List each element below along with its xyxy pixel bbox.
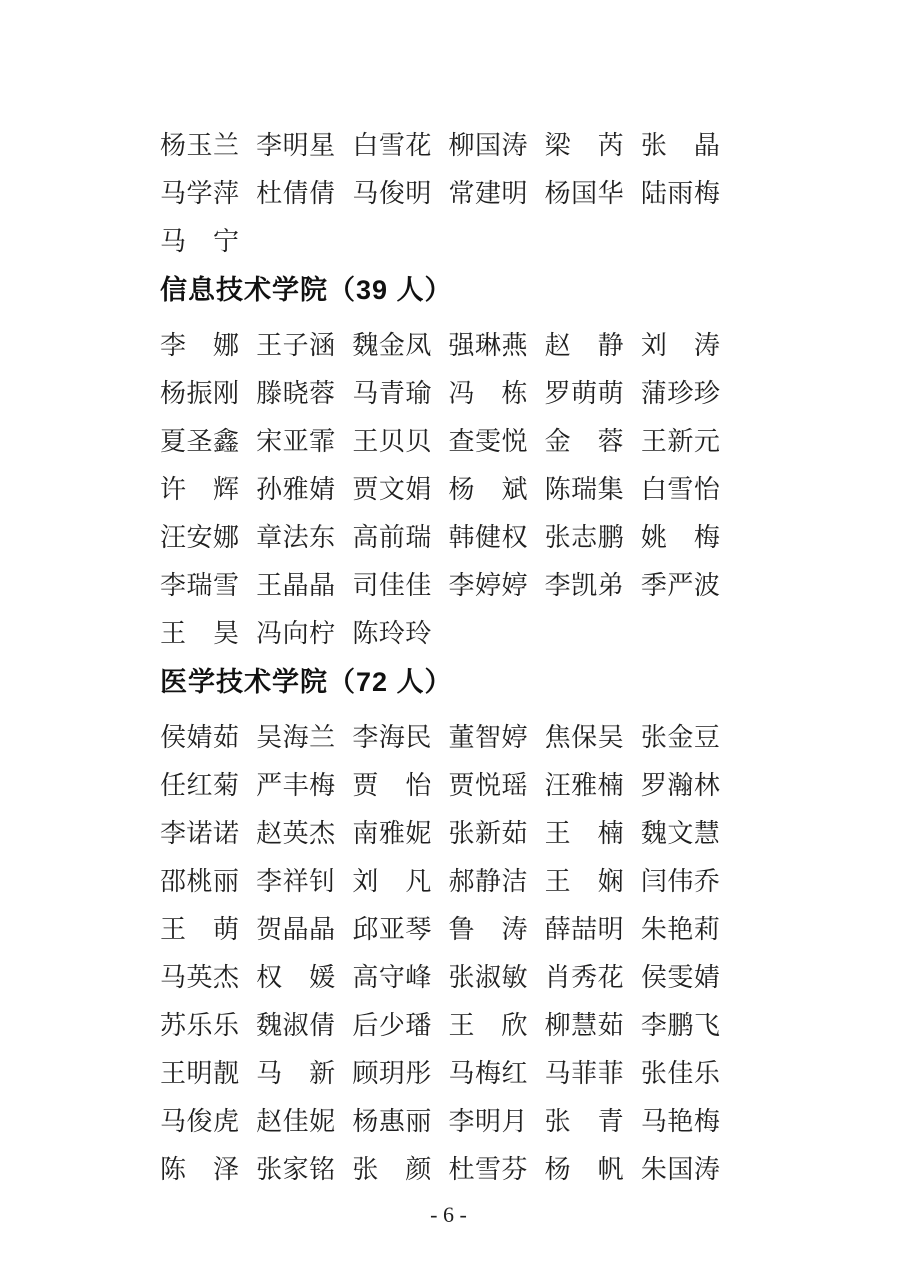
person-name: 杨 斌: [448, 474, 528, 504]
name-row: [160, 511, 737, 559]
person-name: 魏文慧: [640, 818, 721, 848]
person-name: 杨 帆: [544, 1154, 625, 1184]
person-name: 朱国涛: [640, 1154, 721, 1184]
name-row: [160, 903, 737, 951]
person-name: 马学萍: [160, 178, 240, 208]
person-name: 赵 静: [544, 330, 625, 360]
person-name: 季严波: [640, 570, 721, 600]
person-name: 陈瑞集: [544, 474, 625, 504]
person-name: 李凯弟: [544, 570, 625, 600]
person-name: 马 新: [256, 1058, 336, 1088]
person-name: 张 晶: [640, 130, 721, 160]
person-name: 王贝贝: [352, 426, 432, 456]
name-roster: [160, 119, 737, 1191]
person-name: 马 宁: [160, 226, 240, 256]
name-row: [160, 319, 737, 367]
person-name: 张志鹏: [544, 522, 625, 552]
name-row: [160, 855, 737, 903]
person-name: 闫伟乔: [640, 866, 721, 896]
name-row: [160, 607, 737, 655]
person-name: 司佳佳: [352, 570, 432, 600]
person-name: 李鹏飞: [640, 1010, 721, 1040]
name-row: [160, 711, 737, 759]
person-name: 杜雪芬: [448, 1154, 528, 1184]
person-name: 张佳乐: [640, 1058, 721, 1088]
person-name: 冯向柠: [256, 618, 336, 648]
person-name: 高守峰: [352, 962, 432, 992]
person-name: 姚 梅: [640, 522, 721, 552]
person-name: 刘 凡: [352, 866, 432, 896]
person-name: 滕晓蓉: [256, 378, 336, 408]
person-name: 柳慧茹: [544, 1010, 625, 1040]
name-row: [160, 415, 737, 463]
person-name: 冯 栋: [448, 378, 528, 408]
person-name: 白雪怡: [640, 474, 721, 504]
name-row: [160, 951, 737, 999]
person-name: 赵英杰: [256, 818, 336, 848]
person-name: 梁 芮: [544, 130, 625, 160]
person-name: 薛喆明: [544, 914, 625, 944]
person-name: 马艳梅: [640, 1106, 721, 1136]
person-name: 贺晶晶: [256, 914, 336, 944]
person-name: 吴海兰: [256, 722, 336, 752]
person-name: 张 青: [544, 1106, 625, 1136]
person-name: 马英杰: [160, 962, 240, 992]
person-name: 邵桃丽: [160, 866, 240, 896]
person-name: 鲁 涛: [448, 914, 528, 944]
person-name: 王晶晶: [256, 570, 336, 600]
person-name: 宋亚霏: [256, 426, 336, 456]
person-name: 夏圣鑫: [160, 426, 240, 456]
person-name: 张淑敏: [448, 962, 528, 992]
name-row: [160, 807, 737, 855]
person-name: 马梅红: [448, 1058, 528, 1088]
person-name: 罗萌萌: [544, 378, 625, 408]
person-name: 高前瑞: [352, 522, 432, 552]
person-name: 苏乐乐: [160, 1010, 240, 1040]
roster-section: [160, 263, 737, 655]
name-row: [160, 999, 737, 1047]
section-heading: 信息技术学院（39 人）: [160, 274, 453, 305]
name-row: [160, 559, 737, 607]
person-name: 白雪花: [352, 130, 432, 160]
person-name: 汪雅楠: [544, 770, 625, 800]
person-name: 马菲菲: [544, 1058, 625, 1088]
person-name: 朱艳莉: [640, 914, 721, 944]
person-name: 肖秀花: [544, 962, 625, 992]
person-name: 常建明: [448, 178, 528, 208]
person-name: 陆雨梅: [640, 178, 721, 208]
person-name: 张金豆: [640, 722, 721, 752]
name-row: [160, 367, 737, 415]
person-name: 魏淑倩: [256, 1010, 336, 1040]
person-name: 王 楠: [544, 818, 625, 848]
person-name: 王新元: [640, 426, 721, 456]
person-name: 王 昊: [160, 618, 240, 648]
name-row: [160, 1143, 737, 1191]
page-number: - 6 -: [430, 1202, 467, 1227]
person-name: 董智婷: [448, 722, 528, 752]
roster-section: [160, 655, 737, 1191]
person-name: 韩健权: [448, 522, 528, 552]
page-footer: [160, 1191, 737, 1239]
person-name: 后少璠: [352, 1010, 432, 1040]
name-row: [160, 759, 737, 807]
person-name: 焦保吴: [544, 722, 625, 752]
person-name: 王 娴: [544, 866, 625, 896]
person-name: 李祥钊: [256, 866, 336, 896]
person-name: 杨玉兰: [160, 130, 240, 160]
person-name: 王 欣: [448, 1010, 528, 1040]
person-name: 马青瑜: [352, 378, 432, 408]
person-name: 邱亚琴: [352, 914, 432, 944]
person-name: 陈玲玲: [352, 618, 432, 648]
person-name: 杜倩倩: [256, 178, 336, 208]
person-name: 杨惠丽: [352, 1106, 432, 1136]
person-name: 孙雅婧: [256, 474, 336, 504]
person-name: 赵佳妮: [256, 1106, 336, 1136]
person-name: 南雅妮: [352, 818, 432, 848]
person-name: 杨国华: [544, 178, 625, 208]
person-name: 章法东: [256, 522, 336, 552]
person-name: 马俊虎: [160, 1106, 240, 1136]
name-row: [160, 119, 737, 167]
person-name: 魏金凤: [352, 330, 432, 360]
person-name: 王子涵: [256, 330, 336, 360]
person-name: 贾 怡: [352, 770, 432, 800]
person-name: 任红菊: [160, 770, 240, 800]
person-name: 李明月: [448, 1106, 528, 1136]
person-name: 权 媛: [256, 962, 336, 992]
person-name: 马俊明: [352, 178, 432, 208]
person-name: 许 辉: [160, 474, 240, 504]
person-name: 蒲珍珍: [640, 378, 721, 408]
roster-section: [160, 119, 737, 263]
person-name: 杨振刚: [160, 378, 240, 408]
person-name: 顾玥彤: [352, 1058, 432, 1088]
person-name: 陈 泽: [160, 1154, 240, 1184]
person-name: 金 蓉: [544, 426, 625, 456]
name-row: [160, 167, 737, 215]
person-name: 郝静洁: [448, 866, 528, 896]
name-row: [160, 1095, 737, 1143]
section-heading: 医学技术学院（72 人）: [160, 666, 453, 697]
person-name: 侯雯婧: [640, 962, 721, 992]
name-row: [160, 463, 737, 511]
person-name: 罗瀚林: [640, 770, 721, 800]
person-name: 王明靓: [160, 1058, 240, 1088]
person-name: 王 萌: [160, 914, 240, 944]
person-name: 强琳燕: [448, 330, 528, 360]
person-name: 严丰梅: [256, 770, 336, 800]
person-name: 张 颜: [352, 1154, 432, 1184]
name-row: [160, 1047, 737, 1095]
person-name: 张新茹: [448, 818, 528, 848]
person-name: 贾悦瑶: [448, 770, 528, 800]
person-name: 李瑞雪: [160, 570, 240, 600]
person-name: 查雯悦: [448, 426, 528, 456]
person-name: 汪安娜: [160, 522, 240, 552]
name-row: [160, 215, 737, 263]
person-name: 李 娜: [160, 330, 240, 360]
person-name: 贾文娟: [352, 474, 432, 504]
person-name: 李诺诺: [160, 818, 240, 848]
person-name: 张家铭: [256, 1154, 336, 1184]
person-name: 李海民: [352, 722, 432, 752]
person-name: 刘 涛: [640, 330, 721, 360]
person-name: 柳国涛: [448, 130, 528, 160]
person-name: 侯婧茹: [160, 722, 240, 752]
person-name: 李明星: [256, 130, 336, 160]
person-name: 李婷婷: [448, 570, 528, 600]
